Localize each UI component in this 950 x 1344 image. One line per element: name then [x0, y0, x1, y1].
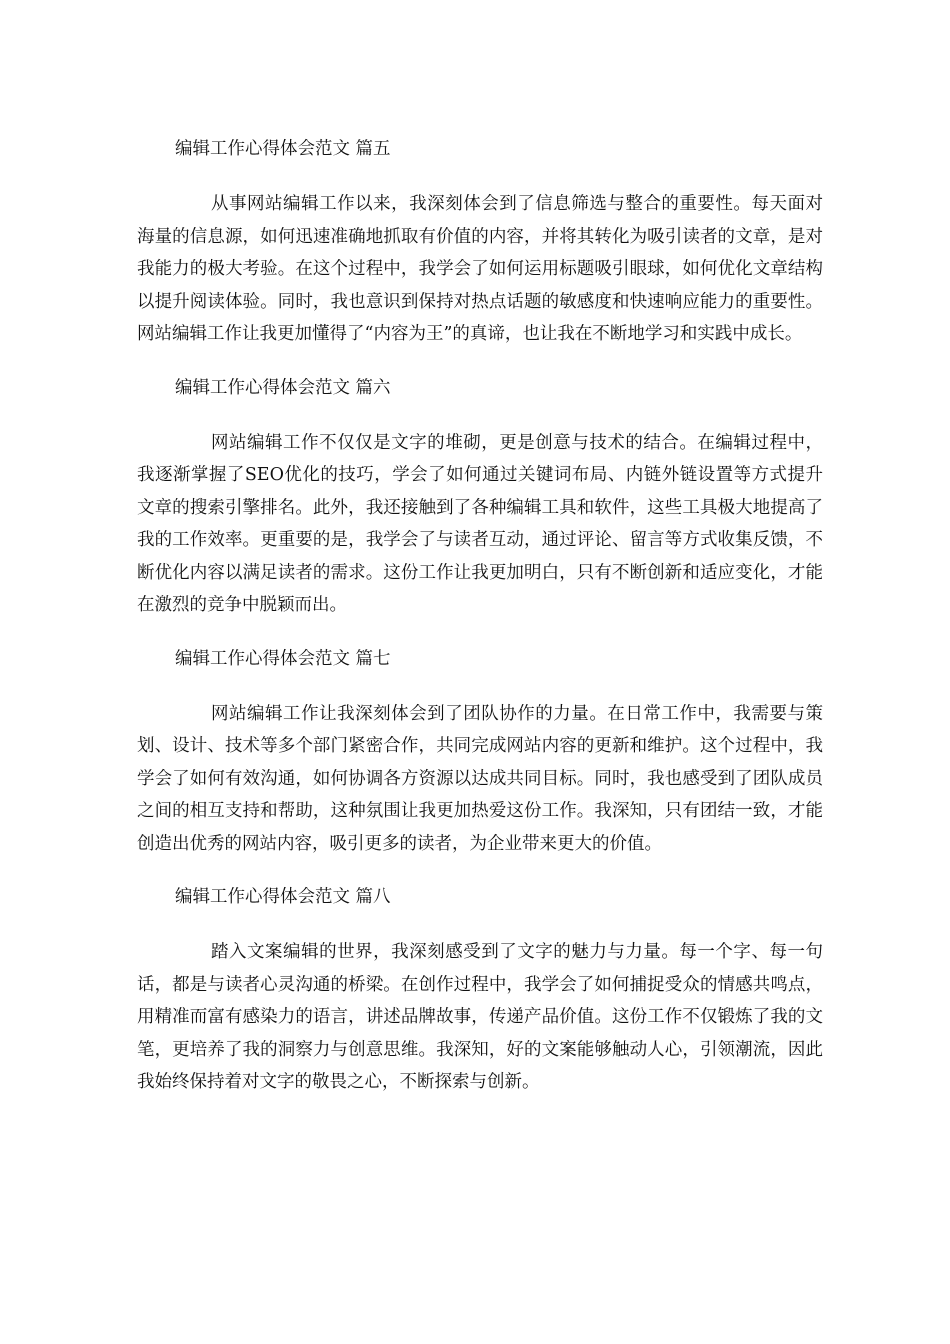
section-title-8: 编辑工作心得体会范文 篇八: [175, 887, 391, 907]
section-body-8: 踏入文案编辑的世界，我深刻感受到了文字的魅力与力量。每一个字、每一句话，都是与读者心灵沟通的桥梁。在创作过程中，我学会了如何捕捉受众的情感共鸣点，用精准而富有感染力的语言，讲述品牌故事，传递产品价值。这份工作不仅锻炼了我的文笔，更培养了我的洞察力与创意思维。我深知，好的文案能够触动人心，引领潮流，因此我始终保持着对文字的敬畏之心，不断探索与创新。: [137, 942, 823, 1092]
section-body-5: 从事网站编辑工作以来，我深刻体会到了信息筛选与整合的重要性。每天面对海量的信息源，如何迅速准确地抓取有价值的内容，并将其转化为吸引读者的文章，是对我能力的极大考验。在这个过程中，我学会了如何运用标题吸引眼球，如何优化文章结构以提升阅读体验。同时，我也意识到保持对热点话题的敏感度和快速响应能力的重要性。网站编辑工作让我更加懂得了“内容为王”的真谛，也让我在不断地学习和实践中成长。: [137, 194, 823, 344]
section-title-6: 编辑工作心得体会范文 篇六: [175, 377, 391, 398]
document-content: [137, 133, 823, 1120]
section-title-7: 编辑工作心得体会范文 篇七: [175, 648, 391, 669]
section-body-7: 网站编辑工作让我深刻体会到了团队协作的力量。在日常工作中，我需要与策划、设计、技术等多个部门紧密合作，共同完成网站内容的更新和维护。这个过程中，我学会了如何有效沟通，如何协调各方资源以达成共同目标。同时，我也感受到了团队成员之间的相互支持和帮助，这种氛围让我更加热爱这份工作。我深知，只有团结一致，才能创造出优秀的网站内容，吸引更多的读者，为企业带来更大的价值。: [137, 703, 823, 854]
section-title-5: 编辑工作心得体会范文 篇五: [175, 139, 391, 159]
section-body-6: 网站编辑工作不仅仅是文字的堆砌，更是创意与技术的结合。在编辑过程中，我逐渐掌握了SEO优化的技巧，学会了如何通过关键词布局、内链外链设置等方式提升文章的搜索引擎排名。此外，我还接触到了各种编辑工具和软件，这些工具极大地提高了我的工作效率。更重要的是，我学会了与读者互动，通过评论、留言等方式收集反馈，不断优化内容以满足读者的需求。这份工作让我更加明白，只有不断创新和适应变化，才能在激烈的竞争中脱颖而出。: [137, 432, 823, 615]
